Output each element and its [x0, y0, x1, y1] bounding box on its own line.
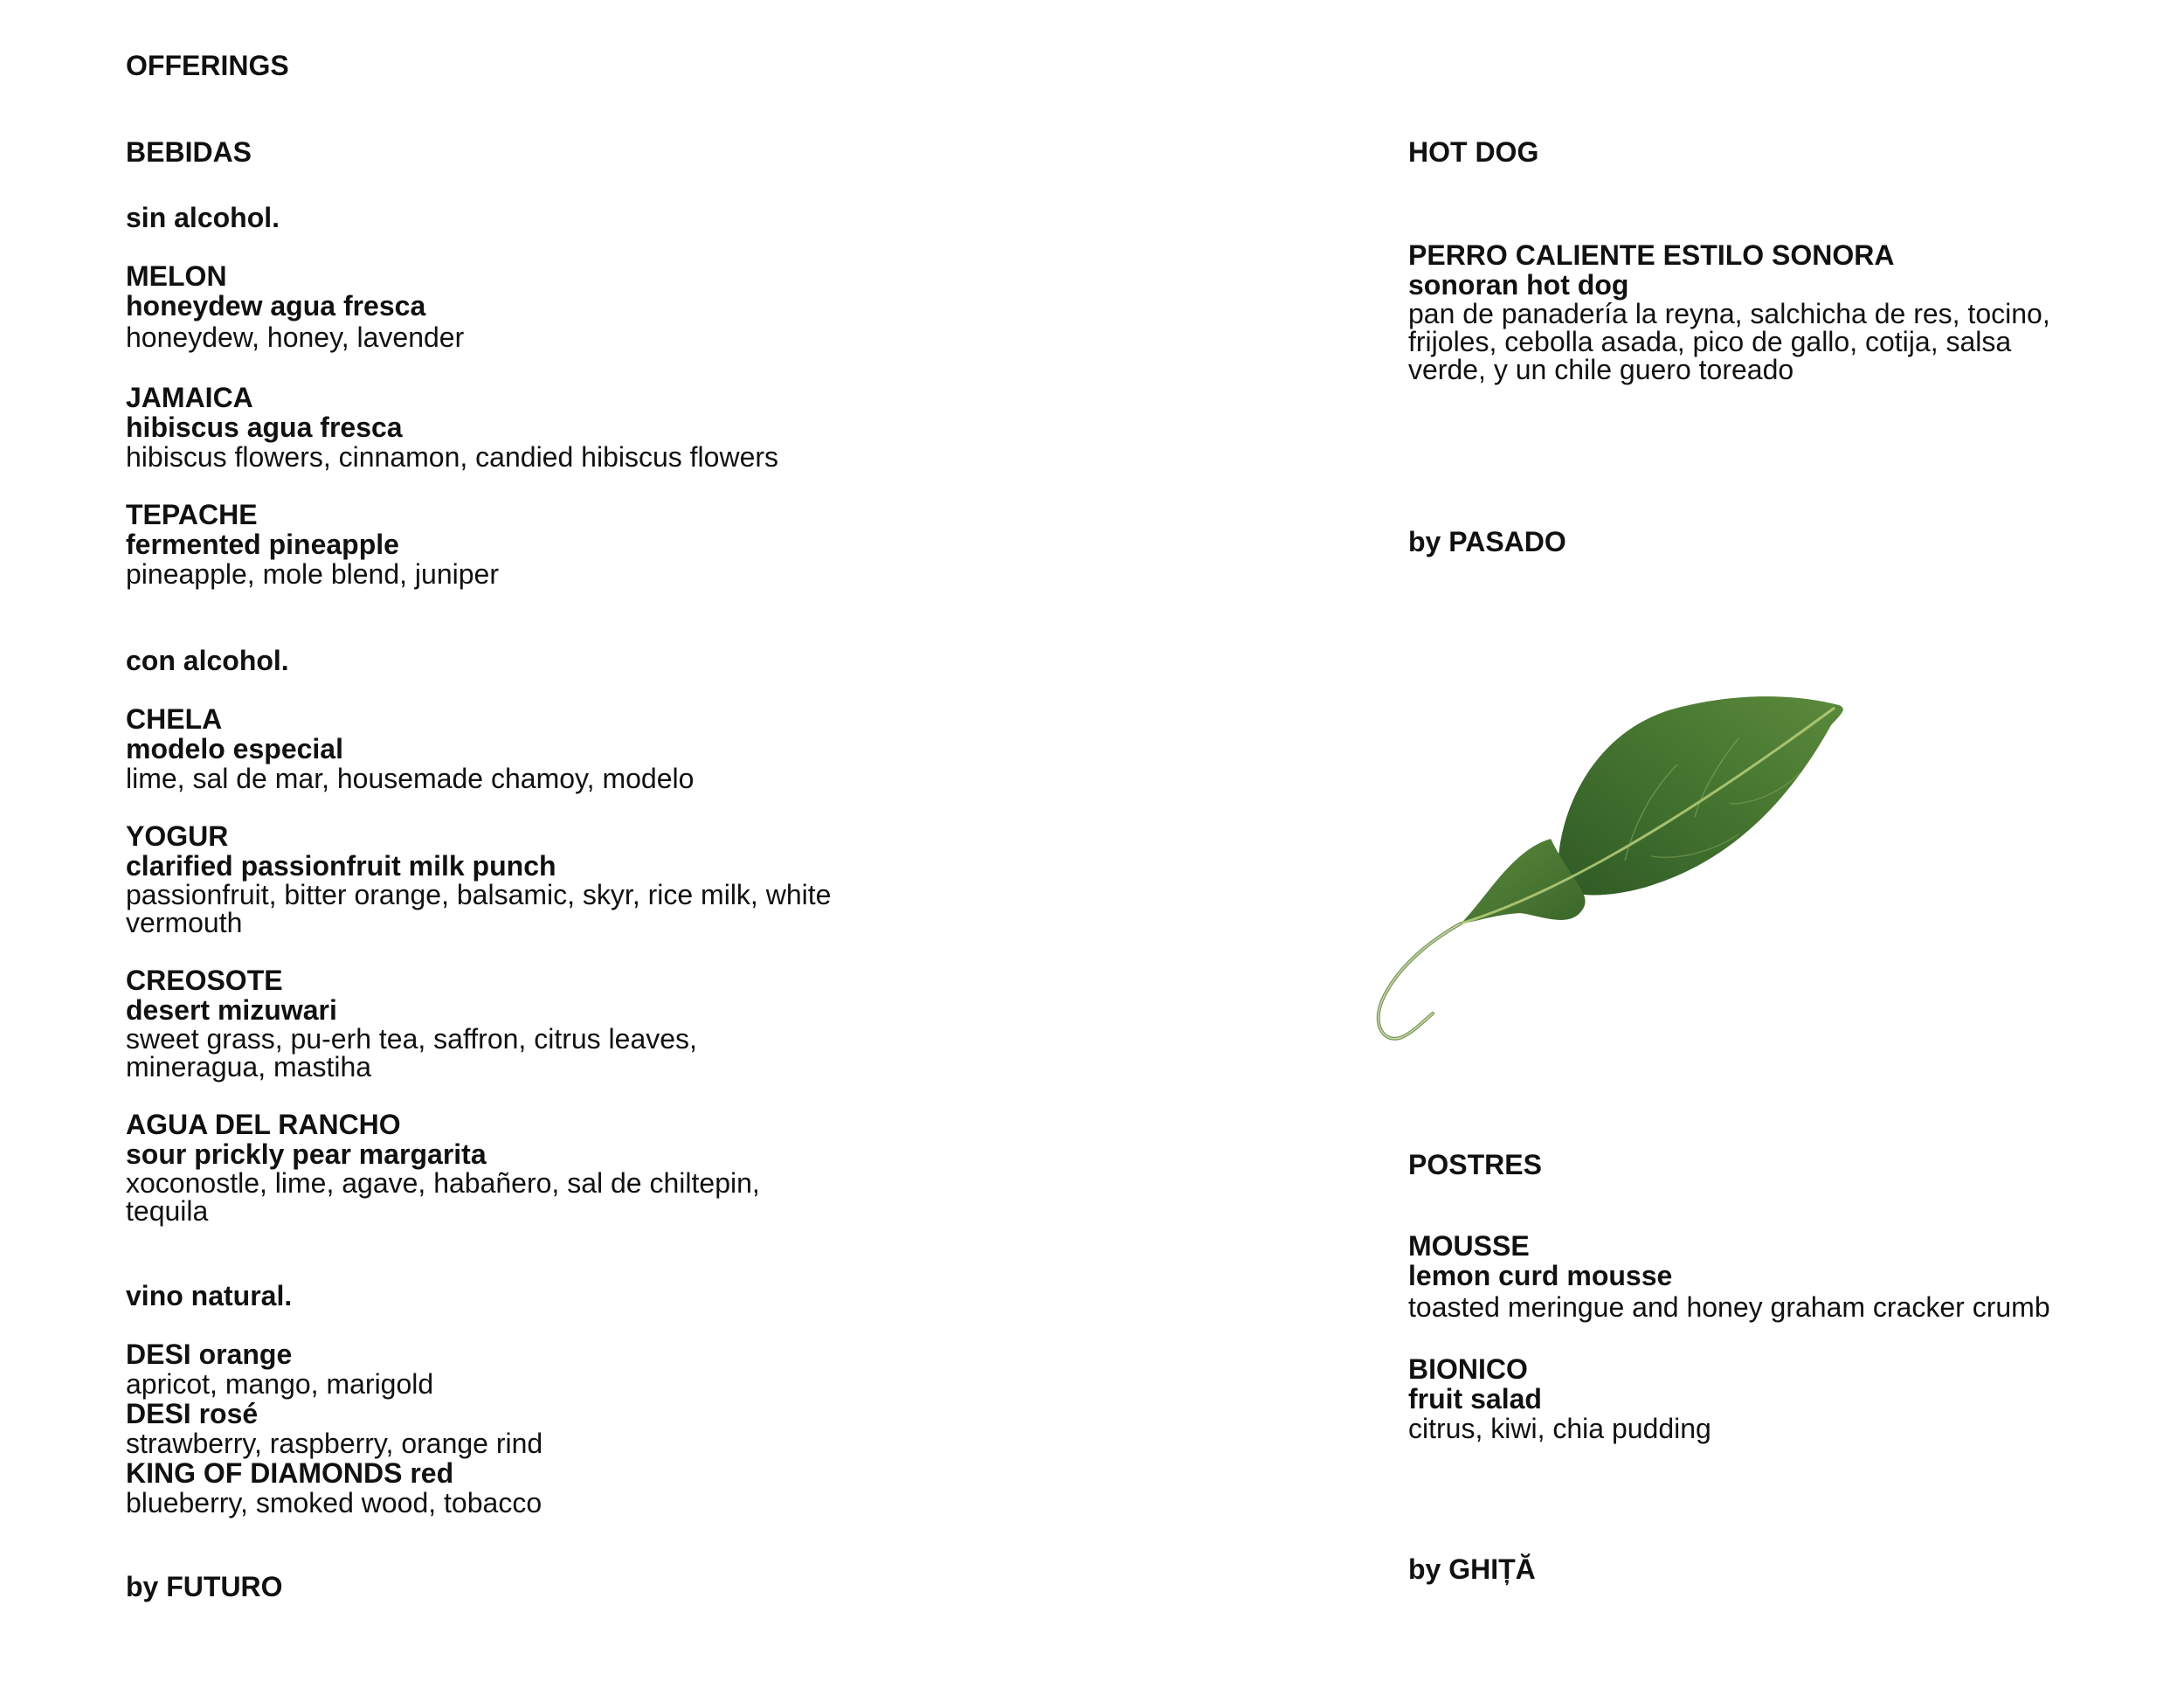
item-description: xoconostle, lime, agave, habañero, sal de chiltepin, tequila: [126, 1167, 760, 1227]
page-title: OFFERINGS: [126, 50, 289, 81]
menu-item-yogur: [126, 821, 851, 937]
item-name: TEPACHE: [126, 499, 258, 530]
menu-item-creosote: [126, 965, 729, 1081]
item-subtitle: modelo especial: [126, 733, 343, 764]
wine-name: KING OF DIAMONDS red: [126, 1457, 454, 1489]
wine-name: DESI orange: [126, 1339, 293, 1370]
wine-description: blueberry, smoked wood, tobacco: [126, 1487, 543, 1519]
item-name: CHELA: [126, 703, 223, 735]
item-subtitle: honeydew agua fresca: [126, 290, 426, 322]
item-subtitle: hibiscus agua fresca: [126, 412, 403, 443]
menu-item-mousse: [1408, 1231, 2050, 1322]
item-description: lime, sal de mar, housemade chamoy, modelo: [126, 763, 695, 794]
wine-name: DESI rosé: [126, 1398, 259, 1429]
item-description: citrus, kiwi, chia pudding: [1408, 1413, 1711, 1444]
item-name: YOGUR: [126, 820, 229, 852]
category-sin-alcohol: sin alcohol.: [126, 202, 280, 233]
menu-item-jamaica: [126, 383, 778, 472]
credit-pasado: by PASADO: [1408, 526, 1566, 557]
item-subtitle: clarified passionfruit milk punch: [126, 850, 556, 882]
item-name: PERRO CALIENTE ESTILO SONORA: [1408, 239, 1895, 271]
leaf-icon: [1363, 686, 1904, 1053]
item-subtitle: lemon curd mousse: [1408, 1260, 1673, 1291]
item-name: MOUSSE: [1408, 1230, 1530, 1262]
item-name: AGUA DEL RANCHO: [126, 1109, 401, 1140]
item-name: CREOSOTE: [126, 965, 283, 996]
item-subtitle: desert mizuwari: [126, 994, 337, 1026]
item-description: passionfruit, bitter orange, balsamic, skyr, rice milk, white vermouth: [126, 879, 832, 938]
wine-list: [126, 1339, 543, 1518]
wine-description: apricot, mango, marigold: [126, 1368, 434, 1400]
item-subtitle: sonoran hot dog: [1408, 269, 1629, 301]
item-description: hibiscus flowers, cinnamon, candied hibiscus flowers: [126, 441, 779, 473]
item-name: BIONICO: [1408, 1353, 1528, 1385]
item-description: toasted meringue and honey graham cracker crumb: [1408, 1291, 2050, 1323]
section-title-hot-dog: HOT DOG: [1408, 136, 1539, 168]
credit-ghita: by GHIȚĂ: [1408, 1553, 1536, 1585]
item-subtitle: sour prickly pear margarita: [126, 1138, 487, 1170]
item-description: pan de panadería la reyna, salchicha de res, tocino, frijoles, cebolla asada, pico de gallo, cotija, salsa verde, y un chile guero toreado: [1408, 298, 2050, 385]
category-con-alcohol: con alcohol.: [126, 645, 289, 676]
section-title-postres: POSTRES: [1408, 1149, 1542, 1180]
menu-item-perro-caliente: [1408, 240, 2072, 384]
category-vino-natural: vino natural.: [126, 1280, 293, 1311]
item-subtitle: fermented pineapple: [126, 529, 399, 560]
menu-item-chela: [126, 704, 694, 793]
menu-item-bionico: [1408, 1354, 1711, 1443]
item-subtitle: fruit salad: [1408, 1383, 1542, 1415]
menu-item-melon: [126, 261, 464, 352]
item-name: JAMAICA: [126, 382, 253, 413]
credit-futuro: by FUTURO: [126, 1571, 283, 1602]
item-description: pineapple, mole blend, juniper: [126, 558, 499, 590]
item-name: MELON: [126, 260, 227, 292]
wine-description: strawberry, raspberry, orange rind: [126, 1428, 543, 1459]
menu-item-tepache: [126, 500, 499, 589]
section-title-bebidas: BEBIDAS: [126, 136, 252, 168]
item-description: sweet grass, pu-erh tea, saffron, citrus leaves, mineragua, mastiha: [126, 1023, 697, 1083]
item-description: honeydew, honey, lavender: [126, 322, 465, 353]
menu-item-agua-del-rancho: [126, 1110, 790, 1225]
